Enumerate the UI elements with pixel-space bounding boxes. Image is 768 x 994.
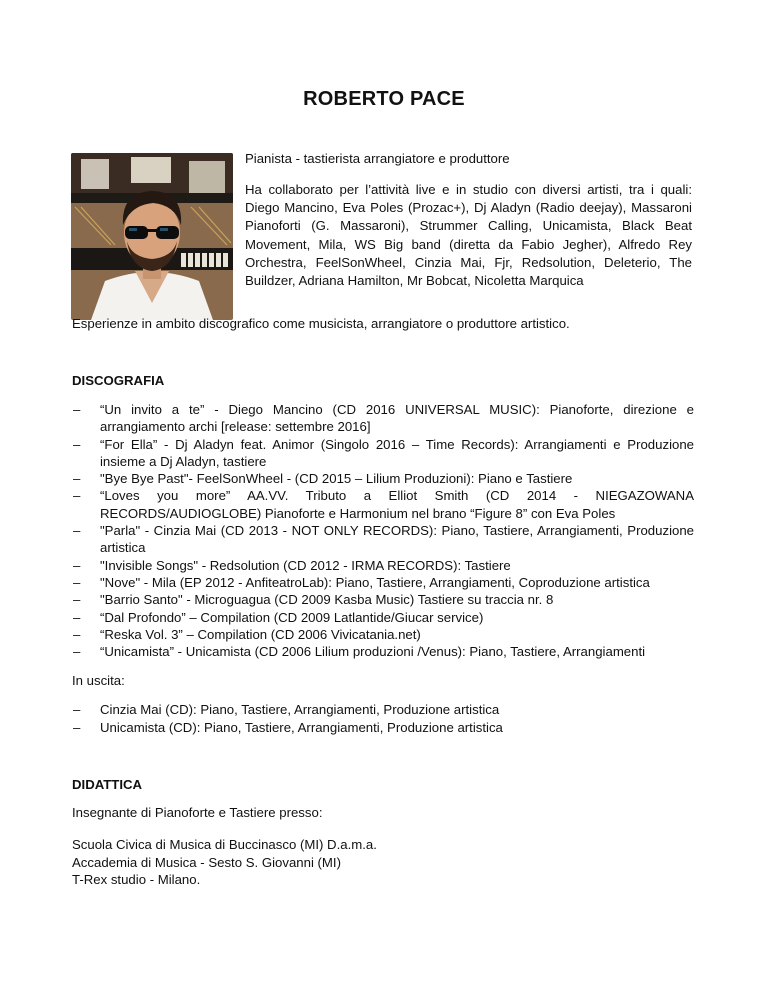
list-item: – “Reska Vol. 3” – Compilation (CD 2006 Vivicatania.net) — [72, 626, 694, 643]
profile-photo — [71, 153, 233, 320]
teaching-intro: Insegnante di Pianoforte e Tastiere presso: — [72, 805, 323, 820]
list-item: – Cinzia Mai (CD): Piano, Tastiere, Arrangiamenti, Produzione artistica — [72, 701, 694, 719]
list-item: – "Parla" - Cinzia Mai (CD 2013 - NOT ONLY RECORDS): Piano, Tastiere, Arrangiamenti, Produzione artistica — [72, 522, 694, 557]
page-title: ROBERTO PACE — [303, 88, 465, 110]
list-item: – “Unicamista” - Unicamista (CD 2006 Lilium produzioni /Venus): Piano, Tastiere, Arrangiamenti — [72, 643, 694, 660]
intro-collaborations: Ha collaborato per l’attività live e in studio con diversi artisti, tra i quali: Diego Mancino, Eva Poles (Prozac+), Dj Aladyn (Radio deejay), Massaroni Pianoforti (G. Massaroni), Strummer Calling, Unicamista, Black Beat Movement, Mila, WS Big band (diretta da Fabio Jegher), Alfredo Rey Orchestra, FeelSonWheel, Cinzia Mai, Fjr, Redsolution, Deleterio, The Buildzer, Adriana Hamilton, Mr Bobcat, Nicoletta Marquica — [245, 182, 692, 289]
list-item: – “Loves you more” AA.VV. Tributo a Elliot Smith (CD 2014 - NIEGAZOWANA RECORDS/AUDIOGLOBE) Pianoforte e Harmonium nel brano “Figure 8” con Eva Poles — [72, 487, 694, 522]
list-item: – “Dal Profondo” – Compilation (CD 2009 Latlantide/Giucar service) — [72, 609, 694, 626]
list-item: – Unicamista (CD): Piano, Tastiere, Arrangiamenti, Produzione artistica — [72, 719, 694, 737]
experience-text: Esperienze in ambito discografico come musicista, arrangiatore o produttore artistico. — [72, 316, 570, 331]
list-item: – “For Ella” - Dj Aladyn feat. Animor (Singolo 2016 – Time Records): Arrangiamenti e Produzione insieme a Dj Aladyn, tastiere — [72, 436, 694, 471]
upcoming-list — [72, 701, 694, 737]
list-item: T-Rex studio - Milano. — [72, 872, 201, 887]
schools-list — [72, 836, 377, 889]
discography-heading: DISCOGRAFIA — [72, 373, 165, 388]
list-item: – "Invisible Songs" - Redsolution (CD 2012 - IRMA RECORDS): Tastiere — [72, 557, 694, 574]
discography-list — [72, 401, 694, 660]
list-item: Scuola Civica di Musica di Buccinasco (MI) D.a.m.a. — [72, 837, 377, 852]
list-item: Accademia di Musica - Sesto S. Giovanni (MI) — [72, 854, 341, 870]
teaching-heading: DIDATTICA — [72, 777, 143, 792]
portrait-illustration — [71, 153, 233, 320]
list-item: – "Barrio Santo" - Microguagua (CD 2009 Kasba Music) Tastiere su traccia nr. 8 — [72, 591, 694, 608]
list-item: – "Nove" - Mila (EP 2012 - AnfiteatroLab): Piano, Tastiere, Arrangiamenti, Coproduzione artistica — [72, 574, 694, 591]
upcoming-label: In uscita: — [72, 673, 125, 688]
list-item: – "Bye Bye Past"- FeelSonWheel - (CD 2015 – Lilium Produzioni): Piano e Tastiere — [72, 470, 694, 487]
list-item: – “Un invito a te” - Diego Mancino (CD 2016 UNIVERSAL MUSIC): Pianoforte, direzione e arrangiamento archi [release: settembre 2016] — [72, 401, 694, 436]
intro-role: Pianista - tastierista arrangiatore e produttore — [245, 151, 510, 166]
